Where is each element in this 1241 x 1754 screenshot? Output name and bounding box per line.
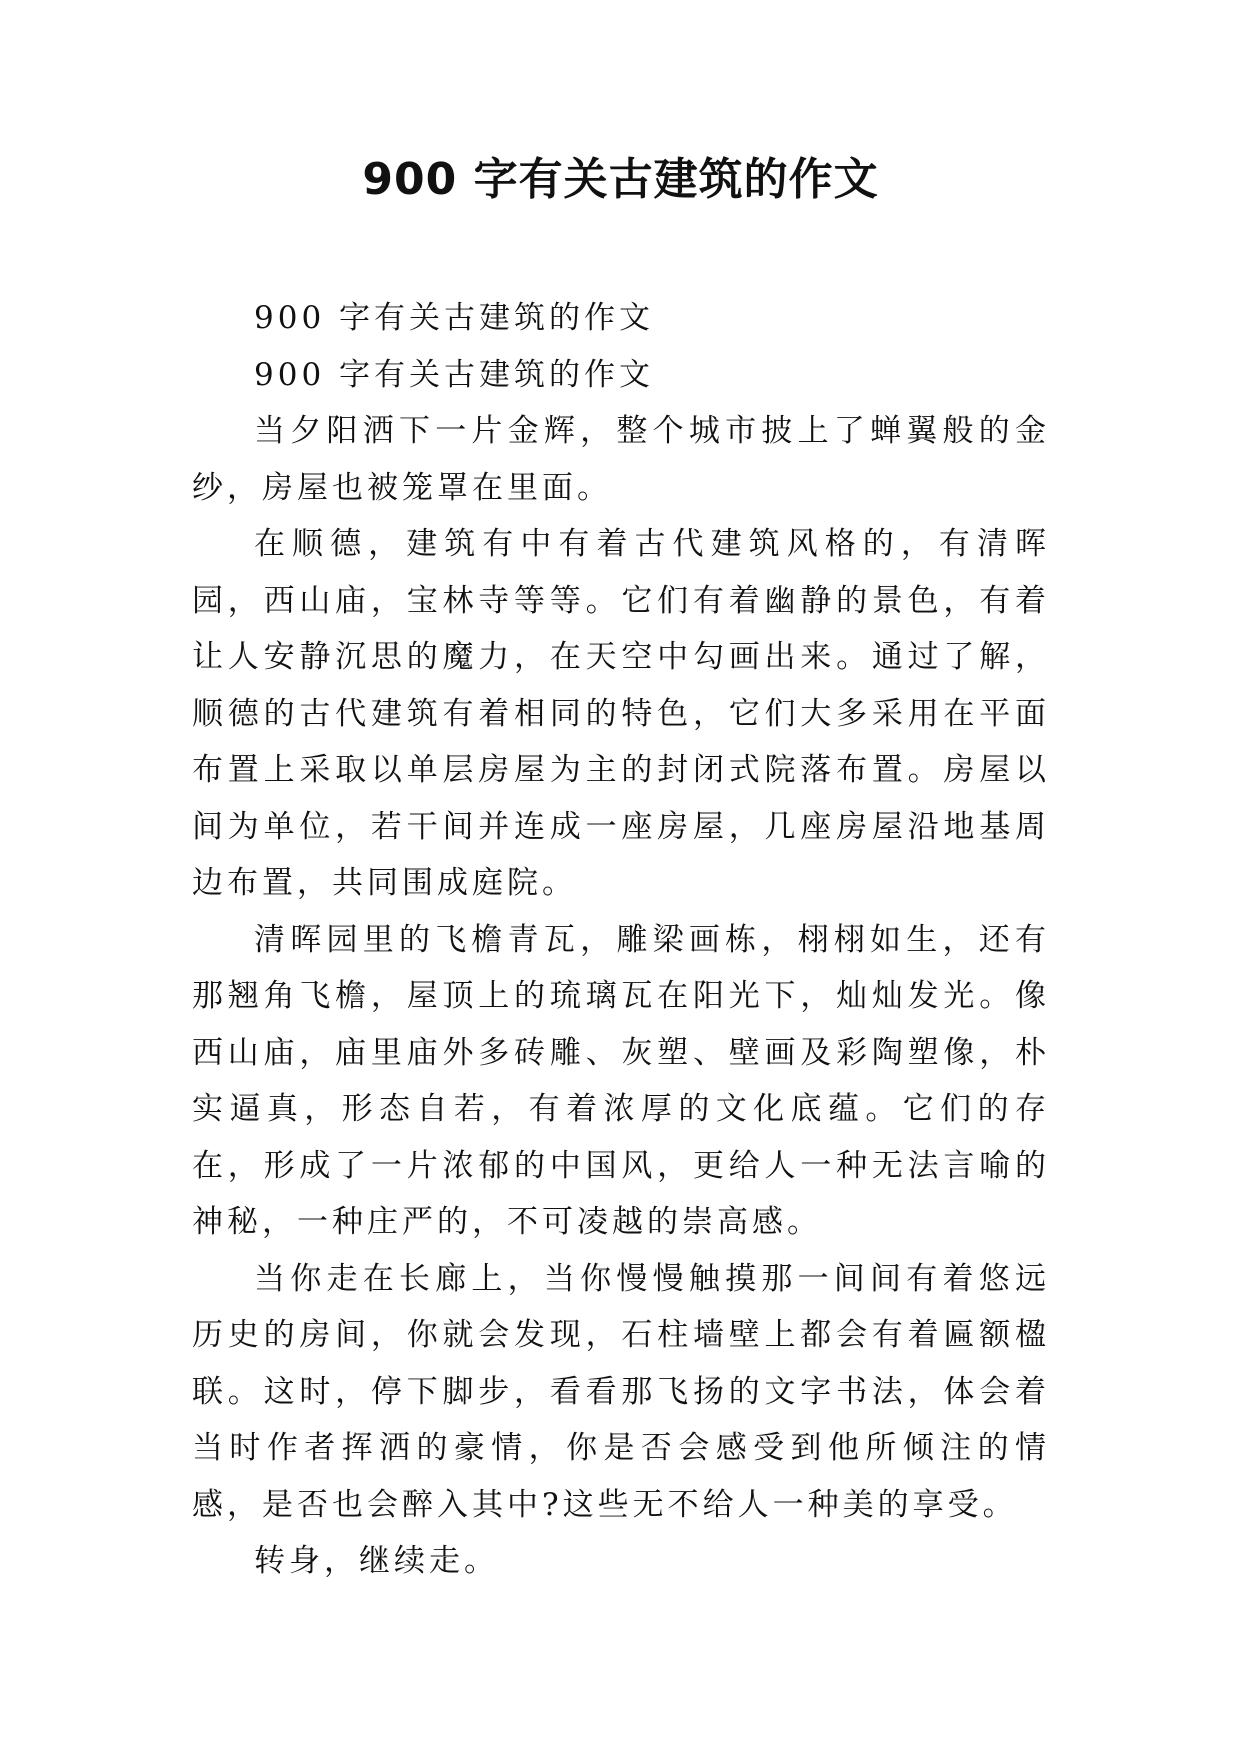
paragraph-turn-around: 转身，继续走。: [254, 1543, 499, 1579]
paragraph-shunde-architecture: 在顺德，建筑有中有着古代建筑风格的，有清晖园，西山庙，宝林寺等等。它们有着幽静的景色，有着让人安静沉思的魔力，在天空中勾画出来。通过了解，顺德的古代建筑有着相同的特色，它们大多采用在平面布置上采取以单层房屋为主的封闭式院落布置。房屋以间为单位，若干间并连成一座房屋，几座房屋沿地基周边布置，共同围成庭院。: [192, 526, 1050, 901]
paragraph-sunset: 当夕阳洒下一片金辉，整个城市披上了蝉翼般的金纱，房屋也被笼罩在里面。: [192, 413, 1050, 506]
document-title: 900 字有关古建筑的作文: [362, 154, 879, 205]
document-body: [192, 290, 1050, 1590]
paragraph-qinghui-garden: 清晖园里的飞檐青瓦，雕梁画栋，栩栩如生，还有那翘角飞檐，屋顶上的琉璃瓦在阳光下，灿灿发光。像西山庙，庙里庙外多砖雕、灰塑、壁画及彩陶塑像，朴实逼真，形态自若，有着浓厚的文化底蕴。它们的存在，形成了一片浓郁的中国风，更给人一种无法言喻的神秘，一种庄严的，不可凌越的崇高感。: [192, 921, 1050, 1240]
paragraph-corridor: 当你走在长廊上，当你慢慢触摸那一间间有着悠远历史的房间，你就会发现，石柱墙壁上都会有着匾额楹联。这时，停下脚步，看看那飞扬的文字书法，体会着当时作者挥洒的豪情，你是否会感受到他所倾注的情感，是否也会醉入其中?这些无不给人一种美的享受。: [192, 1260, 1050, 1523]
paragraph-heading-2: 900 字有关古建筑的作文: [254, 356, 655, 393]
paragraph-heading-1: 900 字有关古建筑的作文: [254, 300, 655, 336]
